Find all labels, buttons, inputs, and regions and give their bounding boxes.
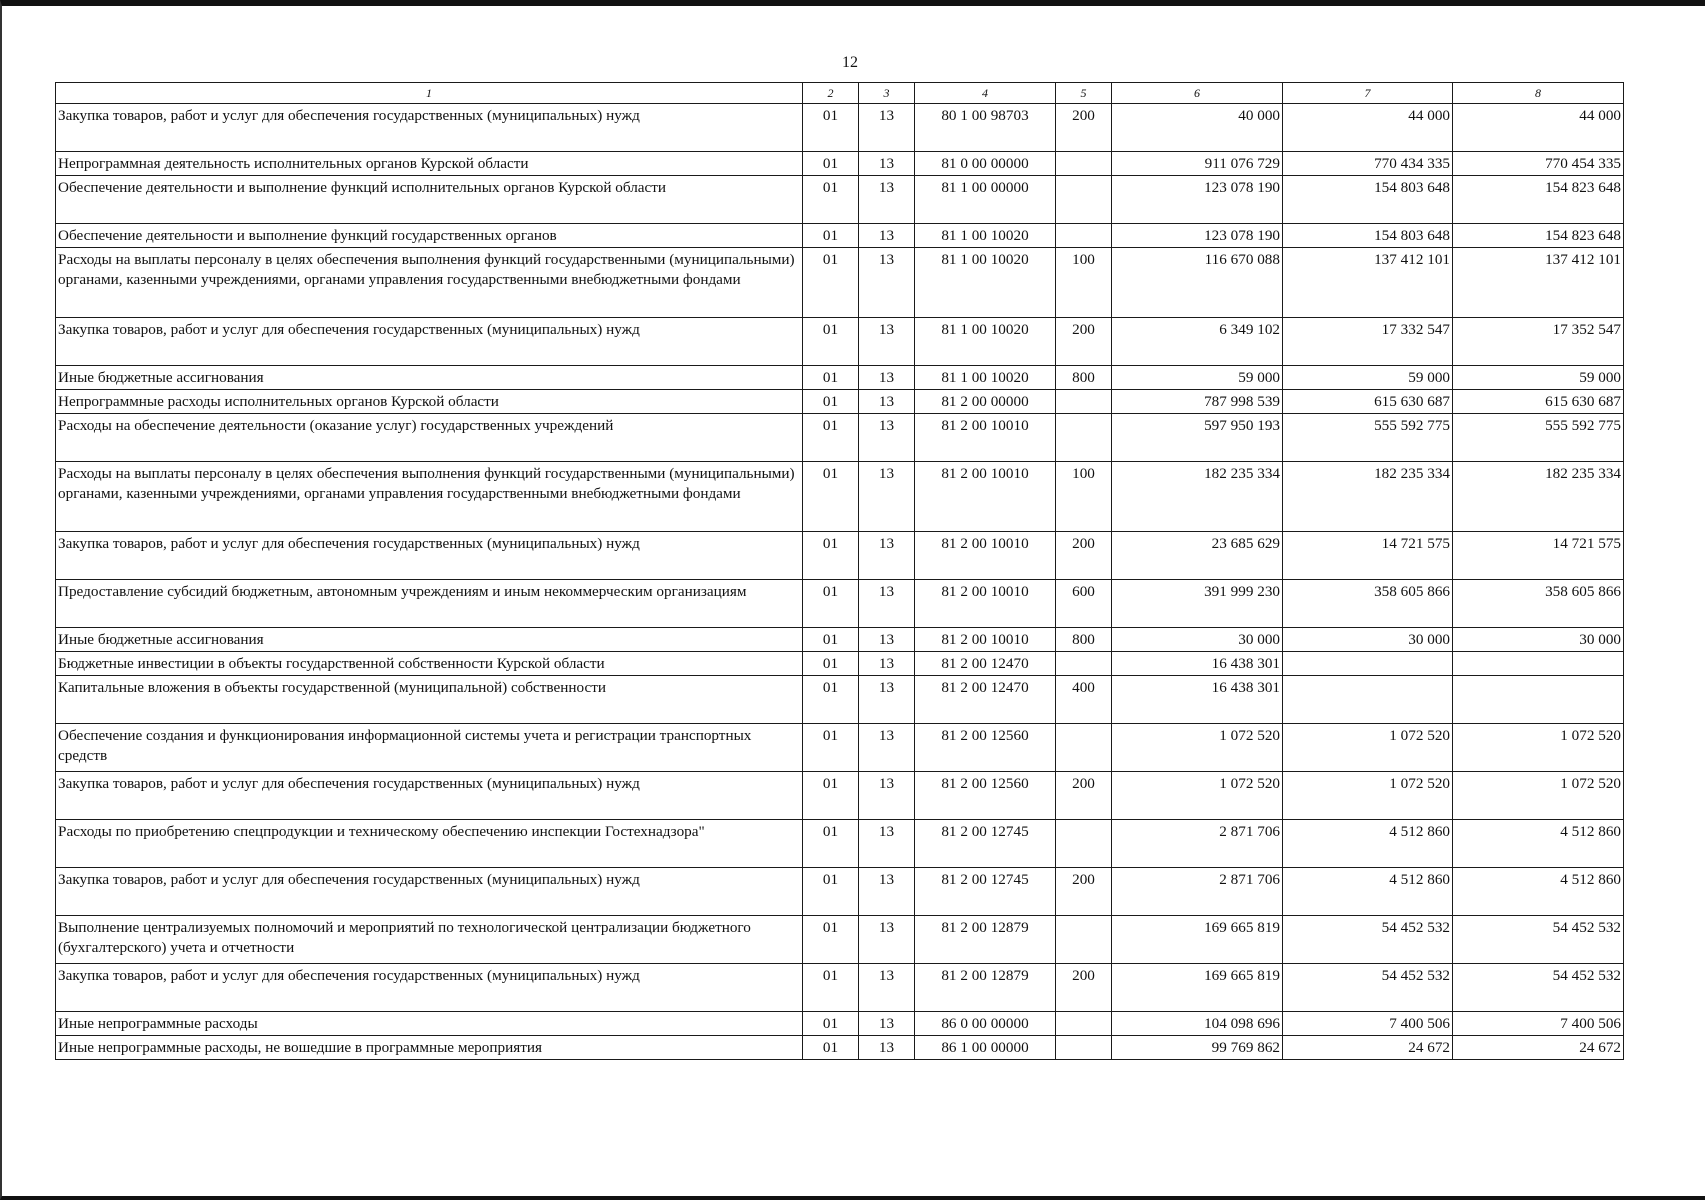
cell-section: 01 bbox=[803, 916, 859, 964]
cell-amount-year1: 123 078 190 bbox=[1112, 176, 1283, 224]
cell-amount-year1: 1 072 520 bbox=[1112, 724, 1283, 772]
cell-expense-type: 800 bbox=[1056, 628, 1112, 652]
cell-amount-year1: 2 871 706 bbox=[1112, 820, 1283, 868]
header-cell: 8 bbox=[1453, 83, 1624, 104]
table-row bbox=[56, 868, 1624, 916]
cell-expense-type: 200 bbox=[1056, 532, 1112, 580]
cell-expense-type: 800 bbox=[1056, 366, 1112, 390]
cell-amount-year2: 615 630 687 bbox=[1283, 390, 1453, 414]
cell-section: 01 bbox=[803, 724, 859, 772]
cell-subsection: 13 bbox=[859, 176, 915, 224]
cell-target-article: 81 1 00 10020 bbox=[915, 224, 1056, 248]
cell-subsection: 13 bbox=[859, 628, 915, 652]
cell-amount-year1: 169 665 819 bbox=[1112, 964, 1283, 1012]
cell-name: Закупка товаров, работ и услуг для обеспечения государственных (муниципальных) нужд bbox=[56, 318, 803, 366]
cell-name: Иные непрограммные расходы bbox=[56, 1012, 803, 1036]
cell-name: Обеспечение создания и функционирования информационной системы учета и регистрации транспортных средств bbox=[56, 724, 803, 772]
cell-name: Обеспечение деятельности и выполнение функций государственных органов bbox=[56, 224, 803, 248]
cell-amount-year3: 182 235 334 bbox=[1453, 462, 1624, 532]
cell-amount-year2: 182 235 334 bbox=[1283, 462, 1453, 532]
cell-amount-year2: 358 605 866 bbox=[1283, 580, 1453, 628]
cell-name: Иные бюджетные ассигнования bbox=[56, 366, 803, 390]
cell-target-article: 81 1 00 10020 bbox=[915, 366, 1056, 390]
cell-subsection: 13 bbox=[859, 152, 915, 176]
cell-subsection: 13 bbox=[859, 820, 915, 868]
table-row bbox=[56, 1012, 1624, 1036]
cell-amount-year2: 1 072 520 bbox=[1283, 772, 1453, 820]
cell-target-article: 81 2 00 12745 bbox=[915, 820, 1056, 868]
cell-section: 01 bbox=[803, 964, 859, 1012]
cell-expense-type: 100 bbox=[1056, 248, 1112, 318]
cell-section: 01 bbox=[803, 1012, 859, 1036]
cell-amount-year1: 104 098 696 bbox=[1112, 1012, 1283, 1036]
cell-section: 01 bbox=[803, 414, 859, 462]
cell-section: 01 bbox=[803, 248, 859, 318]
cell-section: 01 bbox=[803, 104, 859, 152]
cell-subsection: 13 bbox=[859, 366, 915, 390]
cell-amount-year2 bbox=[1283, 676, 1453, 724]
table-row bbox=[56, 414, 1624, 462]
table-row bbox=[56, 964, 1624, 1012]
cell-target-article: 81 1 00 00000 bbox=[915, 176, 1056, 224]
cell-amount-year3: 7 400 506 bbox=[1453, 1012, 1624, 1036]
cell-expense-type: 200 bbox=[1056, 104, 1112, 152]
cell-section: 01 bbox=[803, 176, 859, 224]
budget-table bbox=[55, 82, 1624, 1060]
cell-amount-year2: 24 672 bbox=[1283, 1036, 1453, 1060]
cell-name: Расходы на выплаты персоналу в целях обеспечения выполнения функций государственными (муниципальными) органами, казенными учреждениями, органами управления государственными внебюджетными фондами bbox=[56, 462, 803, 532]
table-row bbox=[56, 1036, 1624, 1060]
cell-amount-year1: 597 950 193 bbox=[1112, 414, 1283, 462]
cell-subsection: 13 bbox=[859, 1036, 915, 1060]
cell-section: 01 bbox=[803, 152, 859, 176]
cell-subsection: 13 bbox=[859, 772, 915, 820]
table-row bbox=[56, 724, 1624, 772]
cell-target-article: 81 0 00 00000 bbox=[915, 152, 1056, 176]
cell-expense-type bbox=[1056, 820, 1112, 868]
cell-expense-type: 600 bbox=[1056, 580, 1112, 628]
cell-amount-year1: 2 871 706 bbox=[1112, 868, 1283, 916]
cell-target-article: 86 0 00 00000 bbox=[915, 1012, 1056, 1036]
cell-expense-type bbox=[1056, 724, 1112, 772]
cell-amount-year2: 4 512 860 bbox=[1283, 820, 1453, 868]
cell-subsection: 13 bbox=[859, 724, 915, 772]
table-row bbox=[56, 152, 1624, 176]
table-row bbox=[56, 318, 1624, 366]
cell-amount-year2: 137 412 101 bbox=[1283, 248, 1453, 318]
cell-section: 01 bbox=[803, 390, 859, 414]
cell-amount-year3: 154 823 648 bbox=[1453, 224, 1624, 248]
cell-amount-year3: 615 630 687 bbox=[1453, 390, 1624, 414]
cell-amount-year3: 4 512 860 bbox=[1453, 820, 1624, 868]
table-row bbox=[56, 580, 1624, 628]
cell-expense-type bbox=[1056, 652, 1112, 676]
cell-amount-year3: 555 592 775 bbox=[1453, 414, 1624, 462]
cell-subsection: 13 bbox=[859, 104, 915, 152]
cell-expense-type bbox=[1056, 224, 1112, 248]
cell-amount-year2: 54 452 532 bbox=[1283, 916, 1453, 964]
cell-target-article: 81 2 00 10010 bbox=[915, 462, 1056, 532]
cell-name: Непрограммные расходы исполнительных органов Курской области bbox=[56, 390, 803, 414]
cell-section: 01 bbox=[803, 772, 859, 820]
cell-expense-type: 400 bbox=[1056, 676, 1112, 724]
cell-name: Закупка товаров, работ и услуг для обеспечения государственных (муниципальных) нужд bbox=[56, 104, 803, 152]
cell-section: 01 bbox=[803, 224, 859, 248]
cell-amount-year3: 14 721 575 bbox=[1453, 532, 1624, 580]
header-cell: 1 bbox=[56, 83, 803, 104]
table-row bbox=[56, 462, 1624, 532]
table-row bbox=[56, 104, 1624, 152]
cell-section: 01 bbox=[803, 676, 859, 724]
cell-amount-year1: 391 999 230 bbox=[1112, 580, 1283, 628]
cell-target-article: 80 1 00 98703 bbox=[915, 104, 1056, 152]
cell-amount-year2: 44 000 bbox=[1283, 104, 1453, 152]
cell-target-article: 81 2 00 00000 bbox=[915, 390, 1056, 414]
cell-subsection: 13 bbox=[859, 964, 915, 1012]
cell-section: 01 bbox=[803, 366, 859, 390]
cell-name: Бюджетные инвестиции в объекты государственной собственности Курской области bbox=[56, 652, 803, 676]
table-row bbox=[56, 676, 1624, 724]
cell-target-article: 81 2 00 10010 bbox=[915, 532, 1056, 580]
cell-amount-year3: 770 454 335 bbox=[1453, 152, 1624, 176]
cell-subsection: 13 bbox=[859, 652, 915, 676]
cell-subsection: 13 bbox=[859, 414, 915, 462]
cell-amount-year3: 1 072 520 bbox=[1453, 772, 1624, 820]
cell-amount-year2: 154 803 648 bbox=[1283, 224, 1453, 248]
cell-target-article: 81 2 00 10010 bbox=[915, 414, 1056, 462]
cell-expense-type bbox=[1056, 916, 1112, 964]
header-cell: 2 bbox=[803, 83, 859, 104]
cell-target-article: 81 2 00 10010 bbox=[915, 580, 1056, 628]
cell-section: 01 bbox=[803, 580, 859, 628]
cell-target-article: 86 1 00 00000 bbox=[915, 1036, 1056, 1060]
table-row bbox=[56, 176, 1624, 224]
table-body bbox=[56, 83, 1624, 1060]
cell-subsection: 13 bbox=[859, 580, 915, 628]
cell-expense-type bbox=[1056, 390, 1112, 414]
table-row bbox=[56, 390, 1624, 414]
cell-amount-year1: 23 685 629 bbox=[1112, 532, 1283, 580]
cell-amount-year3: 17 352 547 bbox=[1453, 318, 1624, 366]
cell-target-article: 81 1 00 10020 bbox=[915, 318, 1056, 366]
cell-amount-year1: 59 000 bbox=[1112, 366, 1283, 390]
cell-amount-year1: 116 670 088 bbox=[1112, 248, 1283, 318]
cell-subsection: 13 bbox=[859, 390, 915, 414]
table-row bbox=[56, 772, 1624, 820]
cell-amount-year1: 911 076 729 bbox=[1112, 152, 1283, 176]
table-row bbox=[56, 628, 1624, 652]
cell-amount-year2: 1 072 520 bbox=[1283, 724, 1453, 772]
cell-amount-year3 bbox=[1453, 676, 1624, 724]
cell-amount-year3: 358 605 866 bbox=[1453, 580, 1624, 628]
cell-section: 01 bbox=[803, 820, 859, 868]
cell-subsection: 13 bbox=[859, 462, 915, 532]
cell-expense-type: 200 bbox=[1056, 868, 1112, 916]
cell-target-article: 81 2 00 12470 bbox=[915, 652, 1056, 676]
table-row bbox=[56, 820, 1624, 868]
cell-expense-type bbox=[1056, 1036, 1112, 1060]
cell-name: Обеспечение деятельности и выполнение функций исполнительных органов Курской области bbox=[56, 176, 803, 224]
cell-subsection: 13 bbox=[859, 224, 915, 248]
cell-expense-type: 200 bbox=[1056, 964, 1112, 1012]
cell-amount-year1: 40 000 bbox=[1112, 104, 1283, 152]
cell-amount-year1: 182 235 334 bbox=[1112, 462, 1283, 532]
cell-amount-year2: 14 721 575 bbox=[1283, 532, 1453, 580]
cell-subsection: 13 bbox=[859, 1012, 915, 1036]
cell-amount-year3: 59 000 bbox=[1453, 366, 1624, 390]
cell-name: Иные бюджетные ассигнования bbox=[56, 628, 803, 652]
cell-name: Предоставление субсидий бюджетным, автономным учреждениям и иным некоммерческим организациям bbox=[56, 580, 803, 628]
table-row bbox=[56, 248, 1624, 318]
cell-amount-year2: 555 592 775 bbox=[1283, 414, 1453, 462]
cell-target-article: 81 1 00 10020 bbox=[915, 248, 1056, 318]
cell-amount-year1: 16 438 301 bbox=[1112, 676, 1283, 724]
cell-name: Расходы на выплаты персоналу в целях обеспечения выполнения функций государственными (муниципальными) органами, казенными учреждениями, органами управления государственными внебюджетными фондами bbox=[56, 248, 803, 318]
cell-section: 01 bbox=[803, 628, 859, 652]
cell-amount-year2: 59 000 bbox=[1283, 366, 1453, 390]
cell-target-article: 81 2 00 10010 bbox=[915, 628, 1056, 652]
table-row bbox=[56, 652, 1624, 676]
cell-section: 01 bbox=[803, 532, 859, 580]
cell-name: Иные непрограммные расходы, не вошедшие в программные мероприятия bbox=[56, 1036, 803, 1060]
cell-amount-year2: 17 332 547 bbox=[1283, 318, 1453, 366]
cell-amount-year3: 137 412 101 bbox=[1453, 248, 1624, 318]
header-cell: 5 bbox=[1056, 83, 1112, 104]
cell-amount-year3: 24 672 bbox=[1453, 1036, 1624, 1060]
cell-name: Капитальные вложения в объекты государственной (муниципальной) собственности bbox=[56, 676, 803, 724]
cell-name: Расходы по приобретению спецпродукции и техническому обеспечению инспекции Гостехнадзора" bbox=[56, 820, 803, 868]
cell-amount-year3: 30 000 bbox=[1453, 628, 1624, 652]
header-cell: 7 bbox=[1283, 83, 1453, 104]
table-row bbox=[56, 916, 1624, 964]
cell-target-article: 81 2 00 12879 bbox=[915, 916, 1056, 964]
cell-amount-year3: 44 000 bbox=[1453, 104, 1624, 152]
cell-amount-year3: 54 452 532 bbox=[1453, 916, 1624, 964]
cell-amount-year1: 1 072 520 bbox=[1112, 772, 1283, 820]
table-row bbox=[56, 366, 1624, 390]
cell-section: 01 bbox=[803, 1036, 859, 1060]
cell-amount-year2: 54 452 532 bbox=[1283, 964, 1453, 1012]
cell-amount-year1: 30 000 bbox=[1112, 628, 1283, 652]
cell-amount-year1: 787 998 539 bbox=[1112, 390, 1283, 414]
cell-amount-year3: 154 823 648 bbox=[1453, 176, 1624, 224]
cell-amount-year2: 154 803 648 bbox=[1283, 176, 1453, 224]
cell-target-article: 81 2 00 12745 bbox=[915, 868, 1056, 916]
cell-amount-year1: 99 769 862 bbox=[1112, 1036, 1283, 1060]
table-row bbox=[56, 532, 1624, 580]
cell-name: Закупка товаров, работ и услуг для обеспечения государственных (муниципальных) нужд bbox=[56, 964, 803, 1012]
header-row bbox=[56, 83, 1624, 104]
cell-section: 01 bbox=[803, 318, 859, 366]
cell-amount-year2 bbox=[1283, 652, 1453, 676]
cell-subsection: 13 bbox=[859, 676, 915, 724]
cell-amount-year3 bbox=[1453, 652, 1624, 676]
cell-expense-type: 200 bbox=[1056, 772, 1112, 820]
cell-amount-year1: 169 665 819 bbox=[1112, 916, 1283, 964]
cell-expense-type bbox=[1056, 152, 1112, 176]
cell-target-article: 81 2 00 12560 bbox=[915, 772, 1056, 820]
header-cell: 6 bbox=[1112, 83, 1283, 104]
cell-subsection: 13 bbox=[859, 318, 915, 366]
cell-name: Непрограммная деятельность исполнительных органов Курской области bbox=[56, 152, 803, 176]
cell-subsection: 13 bbox=[859, 916, 915, 964]
cell-target-article: 81 2 00 12470 bbox=[915, 676, 1056, 724]
cell-section: 01 bbox=[803, 652, 859, 676]
cell-amount-year1: 6 349 102 bbox=[1112, 318, 1283, 366]
cell-expense-type bbox=[1056, 176, 1112, 224]
cell-name: Закупка товаров, работ и услуг для обеспечения государственных (муниципальных) нужд bbox=[56, 772, 803, 820]
cell-subsection: 13 bbox=[859, 248, 915, 318]
cell-amount-year1: 123 078 190 bbox=[1112, 224, 1283, 248]
cell-expense-type bbox=[1056, 414, 1112, 462]
cell-expense-type bbox=[1056, 1012, 1112, 1036]
cell-name: Закупка товаров, работ и услуг для обеспечения государственных (муниципальных) нужд bbox=[56, 868, 803, 916]
cell-amount-year2: 770 434 335 bbox=[1283, 152, 1453, 176]
cell-amount-year3: 4 512 860 bbox=[1453, 868, 1624, 916]
header-cell: 3 bbox=[859, 83, 915, 104]
cell-amount-year3: 54 452 532 bbox=[1453, 964, 1624, 1012]
cell-name: Расходы на обеспечение деятельности (оказание услуг) государственных учреждений bbox=[56, 414, 803, 462]
cell-target-article: 81 2 00 12560 bbox=[915, 724, 1056, 772]
cell-amount-year3: 1 072 520 bbox=[1453, 724, 1624, 772]
table-row bbox=[56, 224, 1624, 248]
cell-section: 01 bbox=[803, 868, 859, 916]
cell-section: 01 bbox=[803, 462, 859, 532]
cell-amount-year2: 7 400 506 bbox=[1283, 1012, 1453, 1036]
cell-amount-year2: 30 000 bbox=[1283, 628, 1453, 652]
cell-name: Выполнение централизуемых полномочий и мероприятий по технологической централизации бюджетного (бухгалтерского) учета и отчетности bbox=[56, 916, 803, 964]
cell-target-article: 81 2 00 12879 bbox=[915, 964, 1056, 1012]
header-cell: 4 bbox=[915, 83, 1056, 104]
cell-expense-type: 100 bbox=[1056, 462, 1112, 532]
cell-amount-year1: 16 438 301 bbox=[1112, 652, 1283, 676]
cell-name: Закупка товаров, работ и услуг для обеспечения государственных (муниципальных) нужд bbox=[56, 532, 803, 580]
cell-subsection: 13 bbox=[859, 868, 915, 916]
cell-subsection: 13 bbox=[859, 532, 915, 580]
cell-expense-type: 200 bbox=[1056, 318, 1112, 366]
page-number: 12 bbox=[842, 54, 858, 71]
cell-amount-year2: 4 512 860 bbox=[1283, 868, 1453, 916]
